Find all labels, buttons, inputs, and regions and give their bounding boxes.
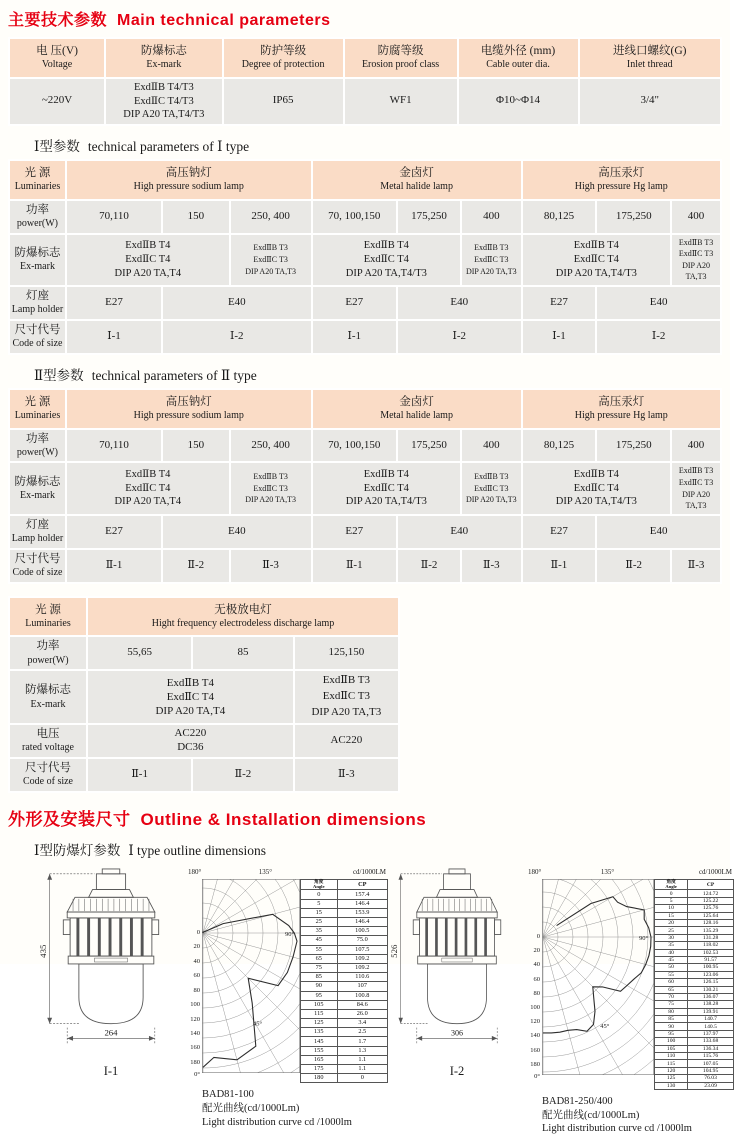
chart2-caption-en: Light distribution curve cd /1000lm [542, 1123, 692, 1135]
angle-value: 50 [655, 964, 688, 971]
param-label-cell: 电 压(V) Voltage [9, 38, 105, 78]
angle-value: 20 [655, 920, 688, 927]
type1-parameters-table [8, 159, 722, 355]
param-value-cell: ExdⅡB T3 ExdⅡC T3 DIP A20 TA,T3 [671, 462, 721, 514]
param-value-cell: 250, 400 [230, 429, 312, 463]
param-value-cell: ExdⅡB T3 ExdⅡC T3 DIP A20 TA,T3 [461, 462, 522, 514]
angle-value: 135 [301, 1028, 338, 1037]
type1-heading-en: technical parameters of Ⅰ type [87, 138, 250, 154]
chart2-polar-plot [542, 879, 654, 1075]
param-label-cell: 进线口螺纹(G) Inlet thread [579, 38, 721, 78]
angle-tick: 80 [533, 989, 540, 997]
inner-label-45: 45° [252, 1020, 263, 1028]
param-value-cell: ExdⅡB T3 ExdⅡC T3 DIP A20 TA,T3 [671, 234, 721, 286]
angle-value: 85 [301, 973, 338, 982]
cp-value: 1.1 [337, 1065, 387, 1074]
outline-subheading [8, 839, 722, 859]
chart1-label-180: 180° [188, 867, 202, 876]
lamp-outline-drawing-i2 [390, 867, 524, 1055]
type1-heading [8, 135, 722, 155]
cp-value: 140.7 [688, 1016, 734, 1023]
param-label-cell: 尺寸代号 Code of size [9, 549, 66, 583]
main-parameters-table [8, 37, 722, 126]
discharge-lamp-table [8, 596, 400, 793]
cp-value: 125.64 [688, 912, 734, 919]
cp-value: 139.91 [688, 1008, 734, 1015]
angle-value: 5 [655, 897, 688, 904]
angle-value: 35 [655, 942, 688, 949]
param-label-cell: 金卤灯 Metal halide lamp [312, 160, 522, 200]
chart1-label-unit: cd/1000LM [352, 867, 386, 876]
angle-value: 180 [301, 1074, 338, 1083]
param-value-cell: 400 [461, 200, 522, 234]
param-label-cell: 防爆标志 Ex-mark [105, 38, 222, 78]
param-value-cell: E40 [397, 515, 522, 549]
param-value-cell: ~220V [9, 78, 105, 125]
lamp1-code-label: I-1 [103, 1063, 119, 1078]
param-value-cell: ExdⅡB T4 ExdⅡC T4 DIP A20 TA,T4 [87, 670, 294, 724]
angle-value: 115 [655, 1060, 688, 1067]
cp-value: 1.7 [337, 1037, 387, 1046]
angle-value: 85 [655, 1016, 688, 1023]
angle-value: 80 [655, 1008, 688, 1015]
cp-value: 136.34 [688, 1045, 734, 1052]
cp-value: 110.6 [337, 973, 387, 982]
cp-value: 100.95 [688, 964, 734, 971]
angle-value: 105 [655, 1045, 688, 1052]
param-value-cell: 175,250 [397, 429, 461, 463]
param-label-cell: 功率 power(W) [9, 200, 66, 234]
angle-value: 45 [301, 936, 338, 945]
cp-value: 146.4 [337, 899, 387, 908]
param-label-cell: 高压汞灯 High pressure Hg lamp [522, 160, 721, 200]
param-label-cell: 电压 rated voltage [9, 724, 87, 758]
param-value-cell: ExdⅡB T3 ExdⅡC T3 DIP A20 TA,T3 [461, 234, 522, 286]
angle-tick: 60 [193, 972, 200, 980]
inner-label-45: 45° [600, 1022, 610, 1030]
chart1-caption-en: Light distribution curve cd /1000lm [202, 1116, 352, 1128]
lamp-drawing-block-2 [390, 867, 524, 1079]
param-label-cell: 尺寸代号 Code of size [9, 320, 66, 354]
angle-tick: 160 [190, 1044, 200, 1052]
param-value-cell: IP65 [223, 78, 344, 125]
cp-value: 157.4 [337, 890, 387, 899]
param-label-cell: 灯座 Lamp holder [9, 515, 66, 549]
param-value-cell: E27 [66, 286, 162, 320]
lamp-drawing-block-1 [38, 867, 184, 1079]
chart1-polar-plot [202, 879, 300, 1073]
param-label-cell: 高压钠灯 High pressure sodium lamp [66, 389, 312, 429]
param-label-cell: 功率 power(W) [9, 429, 66, 463]
angle-value: 35 [301, 927, 338, 936]
angle-tick: 0 [196, 928, 200, 936]
main-parameters-table [8, 37, 722, 126]
outline-diagrams-row [8, 867, 732, 1136]
cp-value: 140.5 [688, 1023, 734, 1030]
angle-value: 115 [301, 1009, 338, 1018]
type2-parameters-table [8, 388, 722, 584]
angle-value: 25 [655, 927, 688, 934]
distribution-curve [203, 914, 297, 1067]
cp-value: 107.05 [688, 1060, 734, 1067]
param-value-cell: E40 [397, 286, 522, 320]
angle-tick-bottom: 0° [534, 1072, 540, 1080]
angle-value: 5 [301, 899, 338, 908]
angle-value: 90 [301, 982, 338, 991]
param-value-cell: Ⅱ-3 [294, 758, 399, 792]
param-label-cell: 防腐等级 Erosion proof class [344, 38, 458, 78]
param-value-cell: ExdⅡB T4 ExdⅡC T4 DIP A20 TA,T4/T3 [522, 462, 672, 514]
cp-value: 125.76 [688, 905, 734, 912]
param-value-cell: 400 [671, 200, 721, 234]
param-label-cell: 防爆标志 Ex-mark [9, 670, 87, 724]
cp-value: 124.72 [688, 890, 734, 897]
angle-value: 10 [655, 905, 688, 912]
angle-tick: 20 [533, 947, 540, 955]
param-value-cell: ExdⅡB T4/T3 ExdⅡC T4/T3 DIP A20 TA,T4/T3 [105, 78, 222, 125]
cp-value: 84.6 [337, 1000, 387, 1009]
param-value-cell: Ⅰ-2 [596, 320, 721, 354]
cp-value: 138.28 [688, 1001, 734, 1008]
param-value-cell: ExdⅡB T3 ExdⅡC T3 DIP A20 TA,T3 [294, 670, 399, 724]
cp-value: 126.15 [688, 979, 734, 986]
angle-value: 0 [301, 890, 338, 899]
angle-value: 105 [301, 1000, 338, 1009]
chart1-top-labels [186, 867, 388, 879]
param-value-cell: ExdⅡB T4 ExdⅡC T4 DIP A20 TA,T4 [66, 234, 230, 286]
param-label-cell: 光 源 Luminaries [9, 597, 87, 637]
section-title-outline-zh: 外形及安装尺寸 [8, 809, 131, 829]
angle-tick: 120 [530, 1018, 540, 1026]
angle-value: 125 [301, 1019, 338, 1028]
angle-value: 100 [655, 1038, 688, 1045]
section-title-main-zh: 主要技术参数 [8, 12, 108, 29]
cp-value: 1.3 [337, 1046, 387, 1055]
param-value-cell: ExdⅡB T4 ExdⅡC T4 DIP A20 TA,T4/T3 [522, 234, 672, 286]
angle-tick: 100 [190, 1001, 200, 1009]
param-value-cell: 80,125 [522, 200, 597, 234]
cp-value: 102.53 [688, 949, 734, 956]
param-value-cell: E27 [312, 286, 397, 320]
angle-tick: 100 [530, 1003, 540, 1011]
cp-value: 123.06 [688, 971, 734, 978]
type2-heading-zh: Ⅱ型参数 [34, 367, 84, 383]
cp-value: 115.76 [688, 1053, 734, 1060]
type1-parameters-table [8, 159, 722, 355]
cp-value: 1.1 [337, 1055, 387, 1064]
param-value-cell: 55,65 [87, 636, 192, 670]
cp-value: 75.0 [337, 936, 387, 945]
param-value-cell: Ⅱ-2 [397, 549, 461, 583]
angle-value: 0 [655, 890, 688, 897]
param-value-cell: ExdⅡB T3 ExdⅡC T3 DIP A20 TA,T3 [230, 234, 312, 286]
angle-value: 15 [655, 912, 688, 919]
angle-value: 40 [655, 949, 688, 956]
angle-value: 125 [655, 1075, 688, 1082]
param-value-cell: 70, 100,150 [312, 429, 397, 463]
param-value-cell: 85 [192, 636, 293, 670]
chart2-label-180: 180° [528, 867, 542, 876]
cp-value: 104.95 [688, 1067, 734, 1074]
param-value-cell: ExdⅡB T4 ExdⅡC T4 DIP A20 TA,T4 [66, 462, 230, 514]
chart2-caption-zh: 配光曲线(cd/1000Lm) [542, 1109, 640, 1121]
param-value-cell: Ⅰ-2 [397, 320, 522, 354]
cp-value: 135.29 [688, 927, 734, 934]
angle-tick: 80 [193, 986, 200, 994]
param-value-cell: E40 [596, 515, 721, 549]
param-label-cell: 灯座 Lamp holder [9, 286, 66, 320]
cp-data-table [300, 879, 388, 1084]
chart2-data-table [654, 879, 734, 1090]
angle-value: 175 [301, 1065, 338, 1074]
param-label-cell: 防爆标志 Ex-mark [9, 234, 66, 286]
angle-value: 70 [655, 993, 688, 1000]
param-value-cell: 150 [162, 429, 230, 463]
outline-subheading-zh: Ⅰ型防爆灯参数 [34, 842, 121, 858]
angle-tick-bottom: 0° [194, 1070, 200, 1078]
angle-tick: 60 [533, 975, 540, 983]
param-value-cell: Ⅰ-1 [522, 320, 597, 354]
param-label-cell: 光 源 Luminaries [9, 160, 66, 200]
param-label-cell: 防护等级 Degree of protection [223, 38, 344, 78]
cp-value: 107 [337, 982, 387, 991]
chart1-caption-zh: 配光曲线(cd/1000Lm) [202, 1103, 300, 1115]
chart1-model: BAD81-100 [202, 1089, 254, 1101]
chart1-angle-axis [186, 879, 202, 1081]
cp-value: 107.5 [337, 945, 387, 954]
param-value-cell: Ⅱ-2 [162, 549, 230, 583]
section-title-main [8, 7, 722, 30]
angle-tick: 140 [530, 1032, 540, 1040]
cp-value: 3.4 [337, 1019, 387, 1028]
height-dimension-label: 526 [389, 944, 400, 958]
angle-tick: 40 [533, 961, 540, 969]
param-value-cell: Ⅱ-1 [522, 549, 597, 583]
param-value-cell: 70, 100,150 [312, 200, 397, 234]
outline-subheading-en: Ⅰ type outline dimensions [128, 842, 267, 858]
chart1-caption [202, 1088, 388, 1129]
cp-value: 2.5 [337, 1028, 387, 1037]
angle-tick: 180 [530, 1060, 540, 1068]
param-value-cell: 70,110 [66, 429, 162, 463]
param-value-cell: 250, 400 [230, 200, 312, 234]
angle-value: 120 [655, 1067, 688, 1074]
param-label-cell: 高压钠灯 High pressure sodium lamp [66, 160, 312, 200]
angle-value: 110 [655, 1053, 688, 1060]
angle-column-header: 角度 Angle [301, 879, 338, 890]
param-value-cell: AC220 DC36 [87, 724, 294, 758]
cp-value: 130.21 [688, 986, 734, 993]
cp-value: 118.02 [688, 942, 734, 949]
angle-value: 165 [301, 1055, 338, 1064]
param-value-cell: Ⅱ-2 [596, 549, 671, 583]
chart2-top-labels [526, 867, 734, 879]
param-value-cell: E40 [162, 515, 312, 549]
angle-column-header: 角度 Angle [655, 879, 688, 890]
lamp-outline [413, 869, 501, 1024]
angle-value: 55 [301, 945, 338, 954]
cp-value: 128.16 [688, 920, 734, 927]
chart1-data-table [300, 879, 388, 1084]
param-value-cell: Ⅱ-3 [461, 549, 522, 583]
angle-value: 65 [655, 986, 688, 993]
distribution-chart-block-1 [186, 867, 388, 1129]
param-value-cell: 80,125 [522, 429, 597, 463]
param-value-cell: Ⅱ-3 [230, 549, 312, 583]
cp-value: 125.22 [688, 897, 734, 904]
chart2-label-135: 135° [600, 867, 615, 876]
angle-value: 55 [655, 971, 688, 978]
cp-column-header: CP [337, 879, 387, 890]
cp-value: 91.57 [688, 956, 734, 963]
cp-value: 100.5 [337, 927, 387, 936]
param-value-cell: 400 [671, 429, 721, 463]
dimension-lines [398, 874, 497, 1043]
chart1-label-135: 135° [258, 867, 273, 876]
param-value-cell: Ⅰ-1 [312, 320, 397, 354]
angle-tick: 160 [530, 1046, 540, 1054]
angle-tick: 20 [193, 943, 200, 951]
param-value-cell: ExdⅡB T3 ExdⅡC T3 DIP A20 TA,T3 [230, 462, 312, 514]
param-label-cell: 防爆标志 Ex-mark [9, 462, 66, 514]
param-value-cell: AC220 [294, 724, 399, 758]
param-value-cell: 400 [461, 429, 522, 463]
angle-value: 60 [655, 979, 688, 986]
chart2-caption [542, 1095, 734, 1136]
lamp-outline [63, 869, 158, 1024]
angle-value: 155 [301, 1046, 338, 1055]
param-label-cell: 无极放电灯 Hight frequency electrodeless discharge lamp [87, 597, 399, 637]
cp-value: 131.28 [688, 934, 734, 941]
width-dimension-label: 306 [450, 1026, 464, 1038]
angle-value: 65 [301, 954, 338, 963]
param-value-cell: E27 [522, 286, 597, 320]
dimension-lines [47, 874, 155, 1043]
section-title-outline-en: Outline & Installation dimensions [140, 809, 427, 829]
param-value-cell: Φ10~Φ14 [458, 78, 579, 125]
cp-value: 109.2 [337, 963, 387, 972]
angle-tick: 180 [190, 1058, 200, 1066]
angle-value: 145 [301, 1037, 338, 1046]
type2-heading [8, 364, 722, 384]
type2-parameters-table [8, 388, 722, 584]
param-value-cell: Ⅱ-2 [192, 758, 293, 792]
angle-tick: 0 [536, 932, 540, 940]
param-label-cell: 光 源 Luminaries [9, 389, 66, 429]
param-value-cell: 150 [162, 200, 230, 234]
type2-heading-en: technical parameters of Ⅱ type [91, 367, 257, 383]
param-value-cell: WF1 [344, 78, 458, 125]
param-value-cell: ExdⅡB T4 ExdⅡC T4 DIP A20 TA,T4/T3 [312, 234, 462, 286]
param-label-cell: 功率 power(W) [9, 636, 87, 670]
cp-value: 109.2 [337, 954, 387, 963]
chart2-angle-axis [526, 879, 542, 1083]
param-value-cell: 3/4" [579, 78, 721, 125]
param-label-cell: 金卤灯 Metal halide lamp [312, 389, 522, 429]
section-title-outline [8, 805, 722, 830]
distribution-chart-block-2 [526, 867, 734, 1136]
param-value-cell: E40 [162, 286, 312, 320]
angle-value: 75 [301, 963, 338, 972]
discharge-lamp-table [8, 596, 400, 793]
cp-value: 76.03 [688, 1075, 734, 1082]
param-label-cell: 电缆外径 (mm) Cable outer dia. [458, 38, 579, 78]
angle-value: 90 [655, 1023, 688, 1030]
param-value-cell: Ⅰ-2 [162, 320, 312, 354]
width-dimension-label: 264 [104, 1027, 118, 1038]
param-value-cell: E27 [522, 515, 597, 549]
cp-column-header: CP [688, 879, 734, 890]
param-value-cell: E27 [312, 515, 397, 549]
param-value-cell: 175,250 [397, 200, 461, 234]
angle-tick: 120 [190, 1015, 200, 1023]
param-value-cell: E40 [596, 286, 721, 320]
cp-value: 153.9 [337, 908, 387, 917]
angle-tick: 40 [193, 957, 200, 965]
chart2-label-unit: cd/1000LM [698, 867, 732, 876]
angle-value: 130 [655, 1082, 688, 1089]
cp-value: 137.97 [688, 1030, 734, 1037]
cp-value: 100.8 [337, 991, 387, 1000]
angle-value: 15 [301, 908, 338, 917]
cp-value: 0 [337, 1074, 387, 1083]
param-label-cell: 高压汞灯 High pressure Hg lamp [522, 389, 721, 429]
lamp-outline-drawing-i1 [38, 867, 184, 1055]
param-value-cell: Ⅰ-1 [66, 320, 162, 354]
angle-value: 25 [301, 918, 338, 927]
section-title-main-en: Main technical parameters [117, 12, 331, 29]
cp-value: 23.09 [688, 1082, 734, 1089]
cp-value: 146.4 [337, 918, 387, 927]
cp-value: 133.68 [688, 1038, 734, 1045]
lamp2-code-label: I-2 [449, 1063, 465, 1078]
param-label-cell: 尺寸代号 Code of size [9, 758, 87, 792]
angle-value: 95 [301, 991, 338, 1000]
param-value-cell: E27 [66, 515, 162, 549]
height-dimension-label: 435 [37, 944, 48, 958]
angle-value: 45 [655, 956, 688, 963]
cp-value: 26.0 [337, 1009, 387, 1018]
param-value-cell: ExdⅡB T4 ExdⅡC T4 DIP A20 TA,T4/T3 [312, 462, 462, 514]
cp-value: 136.07 [688, 993, 734, 1000]
cp-data-table [654, 879, 734, 1090]
param-value-cell: 175,250 [596, 200, 671, 234]
param-value-cell: 175,250 [596, 429, 671, 463]
param-value-cell: Ⅱ-1 [66, 549, 162, 583]
chart2-model: BAD81-250/400 [542, 1096, 613, 1107]
inner-label-90: 90° [285, 930, 295, 938]
param-value-cell: 70,110 [66, 200, 162, 234]
param-value-cell: Ⅱ-1 [312, 549, 397, 583]
angle-tick: 140 [190, 1029, 200, 1037]
angle-value: 30 [655, 934, 688, 941]
param-value-cell: Ⅱ-1 [87, 758, 192, 792]
angle-value: 75 [655, 1001, 688, 1008]
param-value-cell: 125,150 [294, 636, 399, 670]
param-value-cell: Ⅱ-3 [671, 549, 721, 583]
type1-heading-zh: Ⅰ型参数 [34, 138, 80, 154]
angle-value: 95 [655, 1030, 688, 1037]
inner-label-90: 90° [639, 934, 649, 942]
